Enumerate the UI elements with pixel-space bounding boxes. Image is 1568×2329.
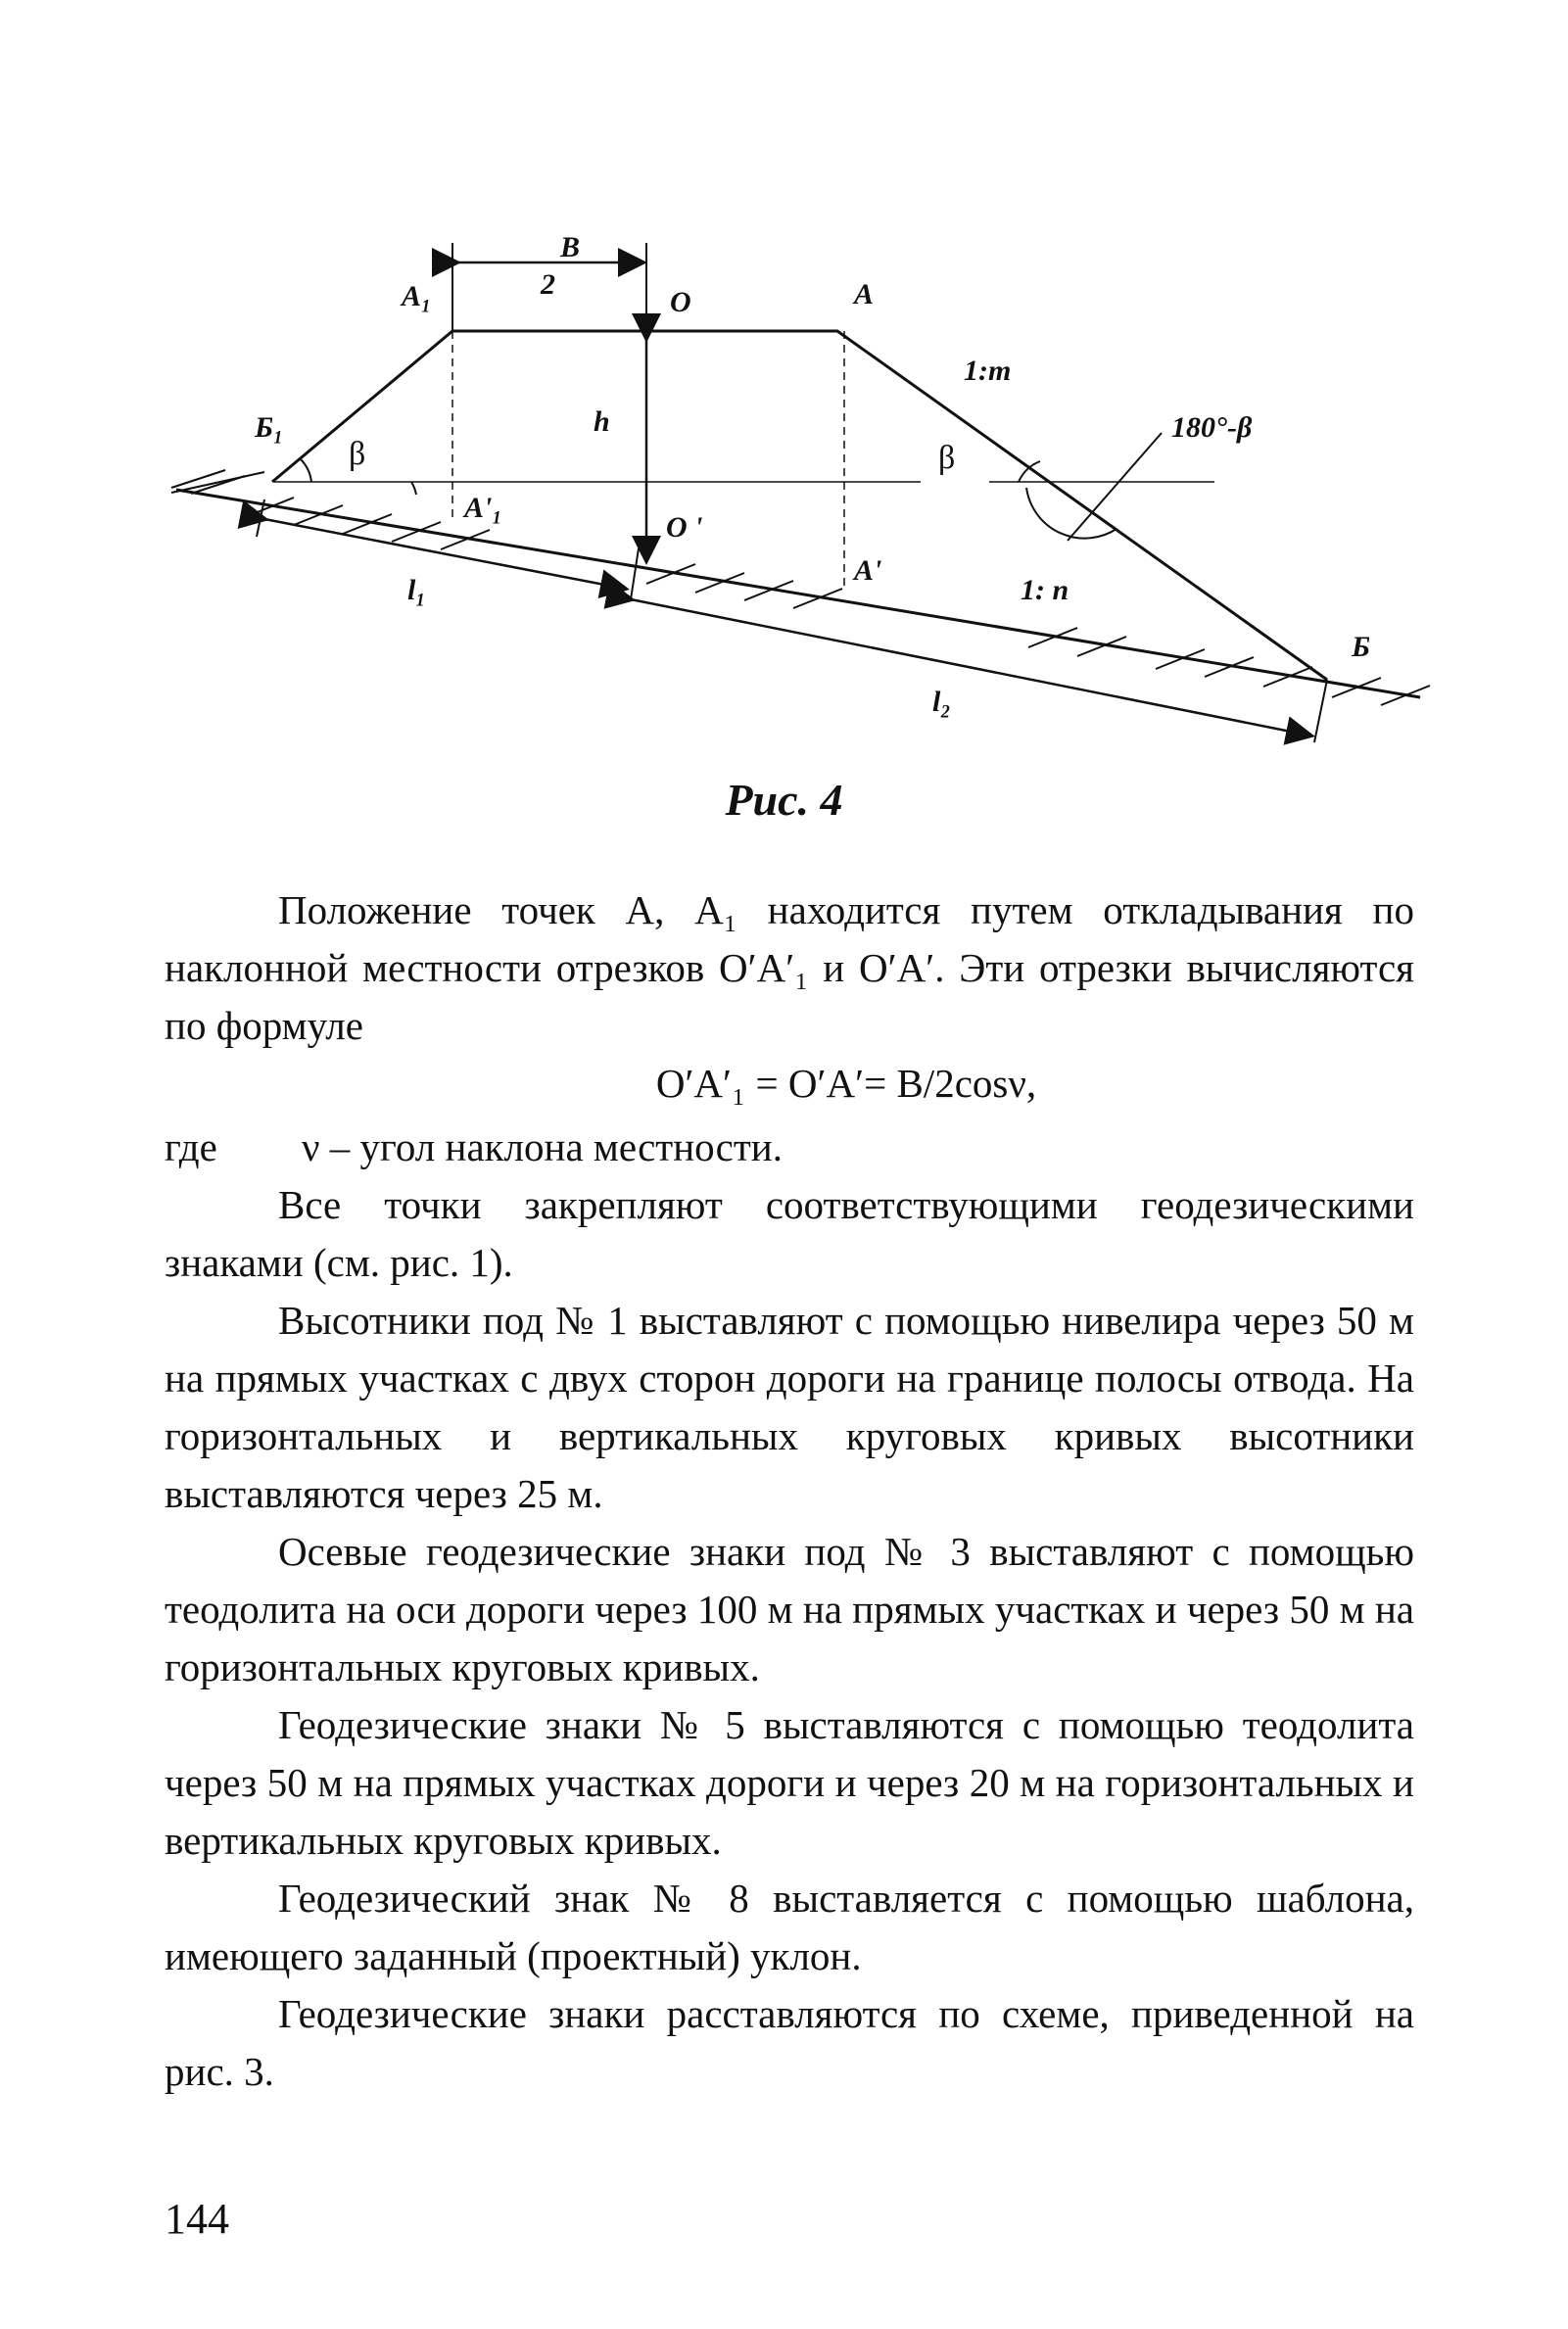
label-slope-m: 1:m [964, 355, 1012, 387]
paragraph-3: Высотники под № 1 выставляют с помощью нивелира через 50 м на прямых участках с двух сторон дороги на границе полосы отвода. На горизонтальных и вертикальных круговых кривых высотники выставляются через 25 м. [165, 1298, 1414, 1516]
angle-180-leader [1068, 433, 1162, 541]
nu-angle-arc [411, 482, 416, 495]
label-2: 2 [541, 268, 555, 301]
label-slope-n: 1: n [1021, 574, 1069, 606]
l2-dimension [631, 599, 1310, 736]
label-a: A [854, 278, 875, 310]
paragraph-4: Осевые геодезические знаки под № 3 выставляют с помощью теодолита на оси дороги через 100 м на прямых участках и через 50 м на горизонтальных круговых кривых. [165, 1529, 1414, 1689]
figure-caption: Рис. 4 [725, 775, 843, 825]
label-a-prime: A' [854, 554, 882, 587]
label-beta-right: β [938, 440, 956, 476]
where-line [165, 1118, 1414, 1176]
embankment-cross-section-figure [0, 0, 1568, 842]
where-definition: ν – угол наклона местности. [302, 1124, 783, 1169]
ground-hatching [171, 470, 1430, 705]
label-o: O [670, 286, 691, 318]
label-b: B [560, 231, 581, 263]
beta-left-arc [300, 458, 311, 482]
embankment-outline [272, 331, 1327, 680]
paragraph-1: Положение точек А, А₁ находится путем откладывания по наклонной местности отрезков О′А′₁ и О′А′. Эти отрезки вычисляются по формуле [165, 887, 1414, 1048]
l1-dimension [264, 519, 625, 589]
page-number: 144 [165, 2195, 229, 2243]
paragraph-5: Геодезические знаки № 5 выставляются с помощью теодолита через 50 м на прямых участках дороги и через 20 м на горизонтальных и вертикальных круговых кривых. [165, 1702, 1414, 1863]
paragraph-7: Геодезические знаки расставляются по схеме, приведенной на рис. 3. [165, 1991, 1414, 2094]
paragraph-2: Все точки закрепляют соответствующими геодезическими знаками (см. рис. 1). [165, 1182, 1414, 1285]
label-o-prime: O ' [666, 511, 703, 544]
label-beta-left: β [349, 436, 366, 472]
angle-180-arc [1026, 488, 1117, 539]
label-b-cyr: Б [1352, 631, 1371, 663]
label-l2: l₂ [932, 686, 951, 718]
body-text [165, 881, 1414, 2101]
label-180-beta: 180°-β [1171, 411, 1253, 444]
formula: О′А′₁ = О′А′= В/2cosν, [655, 1061, 1037, 1106]
paragraph-6: Геодезический знак № 8 выставляется с помощью шаблона, имеющего заданный (проектный) уклон. [165, 1876, 1414, 1978]
label-b1: Б₁ [255, 411, 284, 444]
where-word: где [165, 1124, 217, 1169]
label-l1: l₁ [407, 574, 426, 606]
label-a1: A₁ [402, 280, 432, 312]
label-a1-prime: A'₁ [464, 492, 502, 524]
label-h: h [594, 405, 610, 438]
